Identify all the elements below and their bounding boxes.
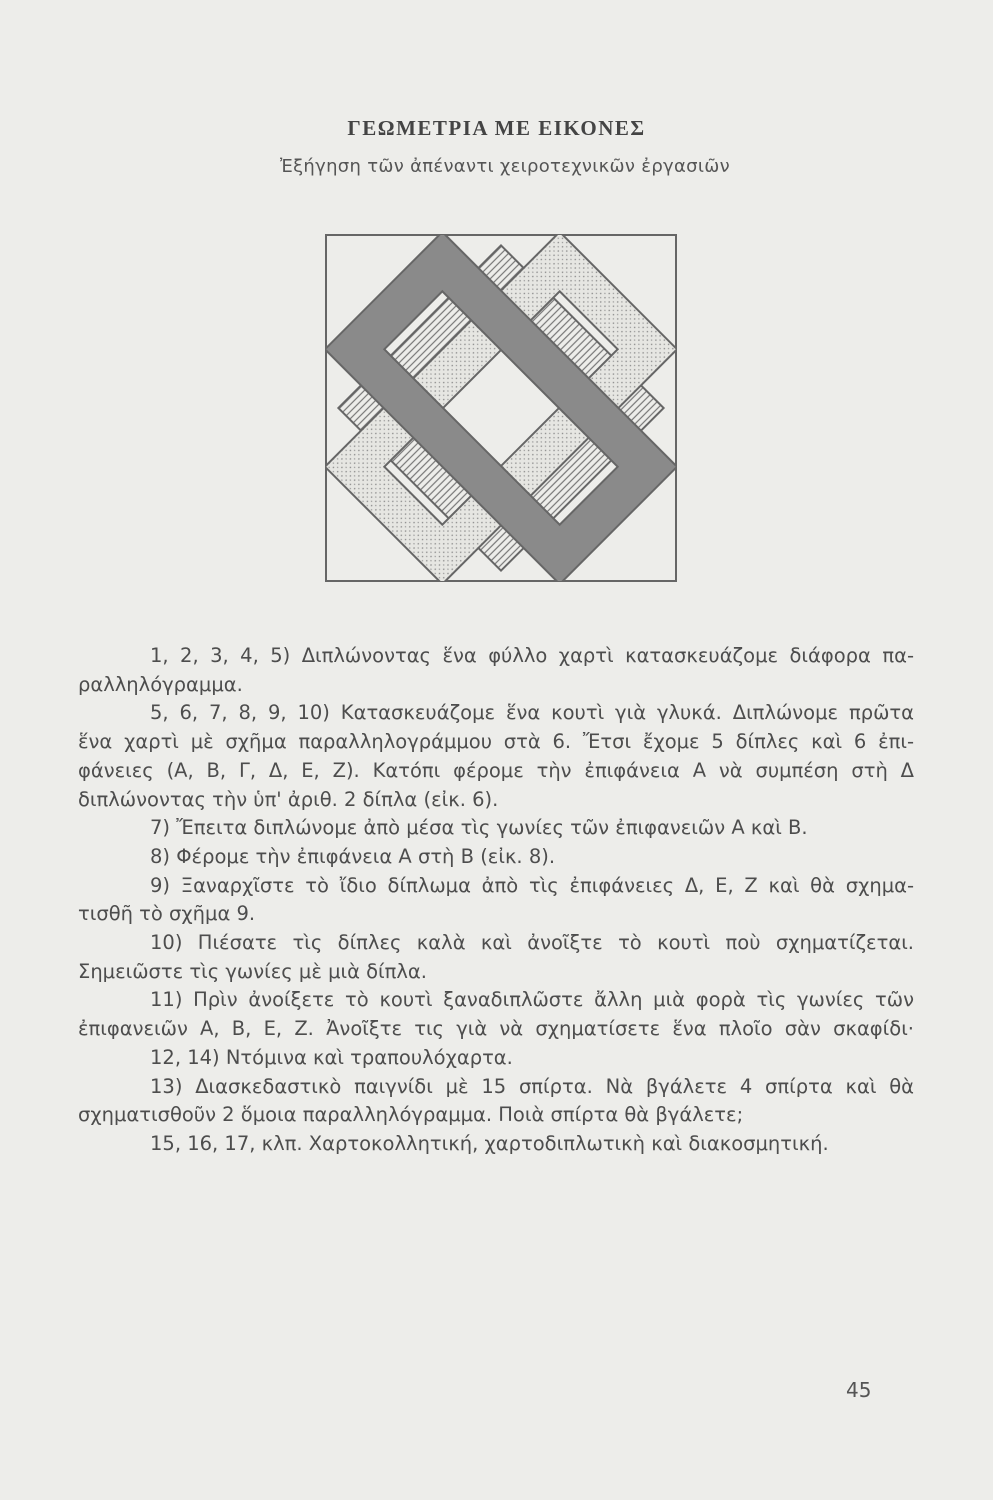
body-text [78, 642, 914, 1159]
text-line: 5, 6, 7, 8, 9, 10) Κατασκευάζομε ἕνα κουτὶ γιὰ γλυκά. Διπλώνομε πρῶτα [150, 701, 914, 725]
text-line: 15, 16, 17, κλπ. Χαρτοκολλητική, χαρτοδιπλωτικὴ καὶ διακοσμητική. [150, 1131, 829, 1155]
text-line: 7) Ἔπειτα διπλώνομε ἀπὸ μέσα τὶς γωνίες τῶν ἐπιφανειῶν Α καὶ Β. [150, 816, 808, 840]
page-number: 45 [846, 1378, 872, 1402]
text-line: διπλώνοντας τὴν ὑπ' ἀριθ. 2 δίπλα (εἰκ. 6). [78, 787, 499, 811]
text-line: σχηματισθοῦν 2 ὅμοια παραλληλόγραμμα. Ποιὰ σπίρτα θὰ βγάλετε; [78, 1103, 744, 1127]
text-line: ἐπιφανειῶν Α, Β, Ε, Ζ. Ἀνοῖξτε τις γιὰ νὰ σχηματίσετε ἕνα πλοῖο σὰν σκαφίδι· [78, 1017, 914, 1041]
text-line: 13) Διασκεδαστικὸ παιγνίδι μὲ 15 σπίρτα. Νὰ βγάλετε 4 σπίρτα καὶ θὰ [150, 1074, 914, 1098]
page-title: ΓΕΩΜΕΤΡΙΑ ΜΕ ΕΙΚΟΝΕΣ [347, 116, 646, 140]
text-line: τισθῆ τὸ σχῆμα 9. [78, 902, 256, 926]
text-line: 8) Φέρομε τὴν ἐπιφάνεια Α στὴ Β (εἰκ. 8). [150, 844, 556, 868]
page-subtitle: Ἐξήγηση τῶν ἀπέναντι χειροτεχνικῶν ἐργασιῶν [279, 156, 730, 177]
text-line: 11) Πρὶν ἀνοίξετε τὸ κουτὶ ξαναδιπλῶστε ἄλλη μιὰ φορὰ τὶς γωνίες τῶν [150, 988, 914, 1012]
text-line: 1, 2, 3, 4, 5) Διπλώνοντας ἕνα φύλλο χαρτὶ κατασκευάζομε διάφορα πα- [150, 644, 914, 667]
text-line: Σημειῶστε τὶς γωνίες μὲ μιὰ δίπλα. [78, 959, 427, 983]
text-line: φάνειες (Α, Β, Γ, Δ, Ε, Ζ). Κατόπι φέρομε τὴν ἐπιφάνεια Α νὰ συμπέση στὴ Δ [78, 758, 914, 782]
interlaced-pattern-figure [324, 233, 678, 583]
text-line: 10) Πιέσατε τὶς δίπλες καλὰ καὶ ἀνοῖξτε τὸ κουτὶ ποὺ σχηματίζεται. [150, 931, 914, 955]
interlaced-geometric-pattern-icon [324, 233, 678, 583]
text-line: ἕνα χαρτὶ μὲ σχῆμα παραλληλογράμμου στὰ 6. Ἔτσι ἔχομε 5 δίπλες καὶ 6 ἐπι- [78, 730, 914, 754]
text-line: 9) Ξαναρχῖστε τὸ ἴδιο δίπλωμα ἀπὸ τὶς ἐπιφάνειες Δ, Ε, Ζ καὶ θὰ σχημα- [150, 873, 914, 897]
text-line: 12, 14) Ντόμινα καὶ τραπουλόχαρτα. [150, 1045, 513, 1069]
text-line: ραλληλόγραμμα. [78, 672, 243, 696]
